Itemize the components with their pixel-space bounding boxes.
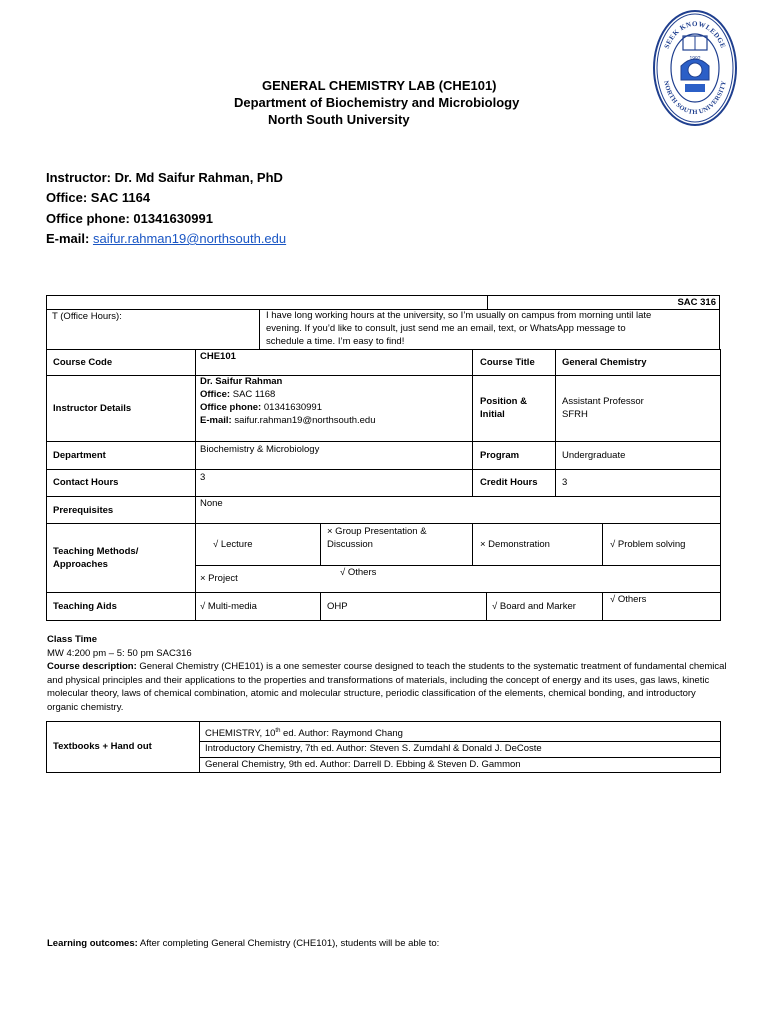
learning-outcomes-label: Learning outcomes: [47, 938, 138, 949]
method-lecture: √ Lecture [213, 539, 253, 550]
textbook-1: CHEMISTRY, 10th ed. Author: Raymond Chang [205, 728, 403, 740]
office-hours-text-3: schedule a time. I’m easy to find! [266, 336, 405, 347]
prerequisites-value: None [200, 498, 223, 509]
course-description-label: Course description: [47, 661, 137, 672]
department-label: Department [53, 450, 106, 461]
aid-multimedia: √ Multi-media [200, 601, 257, 612]
credit-hours-label: Credit Hours [480, 477, 538, 488]
course-title-value: General Chemistry [562, 357, 647, 368]
course-description-text: General Chemistry (CHE101) is a one semester course designed to teach the students to the systematic treatment of fundamental chemical and physical principles and their applications to the properties and transformations of materials, including the concept of energy and its uses, gas laws, kinetic molecular theory, laws of chemical combination, atomic and molecular structure, periodic classification of the elements, chemical bonding, and introductory organic chemistry. [47, 661, 727, 713]
program-label: Program [480, 450, 520, 461]
course-code-value: CHE101 [200, 351, 236, 362]
office-hours-text-2: evening. If you’d like to consult, just send me an email, text, or WhatsApp message to [266, 323, 626, 334]
instructor-details-label: Instructor Details [53, 403, 132, 414]
logo-bottom-text: NORTH SOUTH UNIVERSITY [662, 80, 728, 117]
department-title: Department of Biochemistry and Microbiology [234, 95, 520, 110]
credit-hours-value: 3 [562, 477, 568, 488]
office-room: SAC 316 [677, 297, 716, 308]
course-title-label: Course Title [480, 357, 535, 368]
details-office: Office: SAC 1168 [200, 389, 276, 400]
office-hours-label: T (Office Hours): [52, 311, 122, 322]
details-email: E-mail: saifur.rahman19@northsouth.edu [200, 415, 376, 426]
logo-top-text: SEEK KNOWLEDGE [662, 19, 728, 50]
method-others: √ Others [340, 567, 377, 578]
email-label: E-mail: [46, 231, 93, 246]
details-name: Dr. Saifur Rahman [200, 376, 283, 387]
teaching-aids-label: Teaching Aids [53, 601, 117, 612]
course-info-table [46, 349, 721, 621]
university-title: North South University [268, 112, 410, 127]
university-logo [653, 8, 737, 128]
email-link[interactable]: saifur.rahman19@northsouth.edu [92, 231, 287, 246]
class-time-value: MW 4:200 pm – 5: 50 pm SAC316 [47, 648, 192, 659]
learning-outcomes-text: After completing General Chemistry (CHE101), students will be able to: [137, 938, 440, 949]
doc-title: GENERAL CHEMISTRY LAB (CHE101) [262, 78, 497, 93]
aid-board-marker: √ Board and Marker [492, 601, 576, 612]
textbook-3: General Chemistry, 9th ed. Author: Darrell D. Ebbing & Steven D. Gammon [205, 759, 521, 770]
course-code-label: Course Code [53, 357, 113, 368]
instructor-phone: Office phone: 01341630991 [46, 211, 213, 226]
office-hours-text-1: I have long working hours at the university, so I’m usually on campus from morning until late [266, 310, 652, 321]
instructor-office: Office: SAC 1164 [46, 190, 151, 205]
method-problem-solving: √ Problem solving [610, 539, 686, 550]
teaching-methods-label-1: Teaching Methods/ [53, 546, 139, 557]
logo-year: 1992 [689, 56, 701, 62]
aid-others: √ Others [610, 594, 647, 605]
method-group-2: Discussion [327, 539, 373, 550]
details-phone: Office phone: 01341630991 [200, 402, 322, 413]
method-demonstration: × Demonstration [480, 539, 550, 550]
method-project: × Project [200, 573, 238, 584]
textbooks-label: Textbooks + Hand out [53, 741, 152, 752]
initial-value: SFRH [562, 409, 588, 420]
position-label-1: Position & [480, 396, 527, 407]
prerequisites-label: Prerequisites [53, 505, 114, 516]
department-value: Biochemistry & Microbiology [200, 444, 320, 455]
instructor-email-line [46, 231, 286, 246]
textbook-2: Introductory Chemistry, 7th ed. Author: Steven S. Zumdahl & Donald J. DeCoste [205, 743, 542, 754]
instructor-name: Instructor: Dr. Md Saifur Rahman, PhD [46, 170, 283, 185]
learning-outcomes [47, 937, 439, 950]
office-room-row [46, 295, 720, 310]
class-time-label: Class Time [47, 634, 97, 645]
teaching-methods-label-2: Approaches [53, 559, 108, 570]
aid-ohp: OHP [327, 601, 348, 612]
contact-hours-label: Contact Hours [53, 477, 119, 488]
program-value: Undergraduate [562, 450, 626, 461]
contact-hours-value: 3 [200, 472, 206, 483]
position-value: Assistant Professor [562, 396, 644, 407]
course-description [47, 660, 727, 714]
position-label-2: Initial [480, 409, 505, 420]
method-group-1: × Group Presentation & [327, 526, 427, 537]
